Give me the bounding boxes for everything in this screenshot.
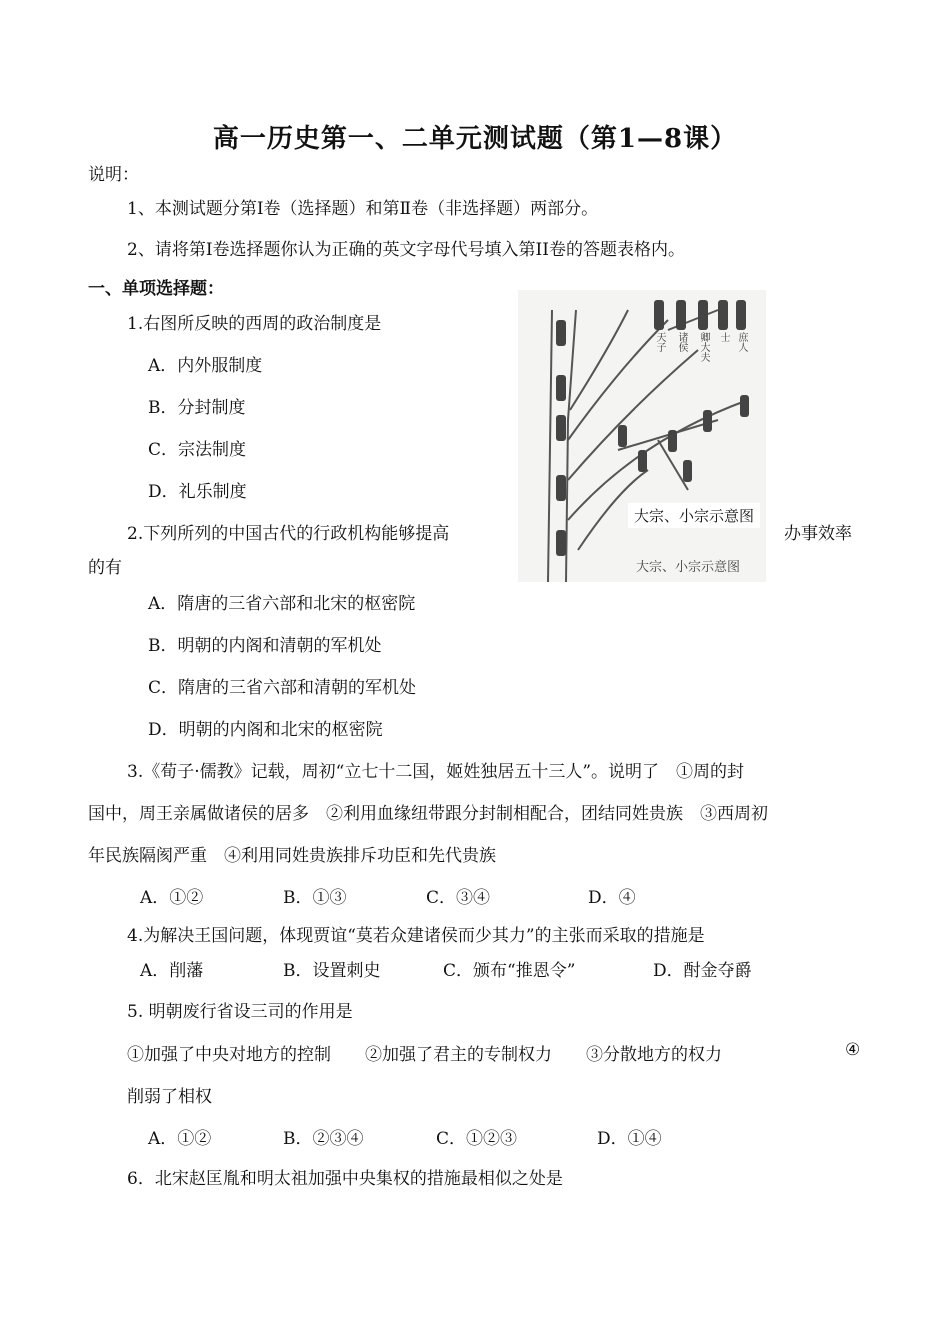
q4-option-b: B．设置刺史	[283, 961, 381, 981]
q5-stem: 5. 明朝废行省设三司的作用是	[127, 1002, 353, 1022]
page-title: 高一历史第一、二单元测试题（第1—8课）	[212, 124, 738, 154]
q2-option-b: B．明朝的内阁和清朝的军机处	[148, 636, 382, 656]
rank-label-shuren: 庶人	[736, 332, 747, 352]
intro-item-2: 2、请将第Ⅰ卷选择题你认为正确的英文字母代号填入第II卷的答题表格内。	[127, 240, 685, 260]
q2-stem-part3: 的有	[88, 558, 122, 578]
rank-label-qingdafu: 卿大夫	[698, 332, 709, 362]
intro-item-1: 1、本测试题分第Ⅰ卷（选择题）和第Ⅱ卷（非选择题）两部分。	[127, 199, 599, 219]
q2-option-a: A．隋唐的三省六部和北宋的枢密院	[148, 594, 416, 614]
rank-label-zhuhou: 诸侯	[676, 332, 687, 352]
q3-option-c: C．③④	[426, 888, 491, 908]
q5-statements-line-2: 削弱了相权	[127, 1087, 212, 1107]
q3-line-1: 3.《荀子·儒教》记载，周初“立七十二国，姬姓独居五十三人”。说明了 ①周的封	[127, 762, 745, 782]
q5-option-b: B．②③④	[283, 1129, 364, 1149]
q2-stem-part2: 办事效率	[784, 524, 852, 544]
q4-option-d: D．酎金夺爵	[653, 961, 752, 981]
intro-label: 说明：	[88, 165, 139, 185]
q1-stem: 1.右图所反映的西周的政治制度是	[127, 314, 382, 334]
q3-line-2: 国中，周王亲属做诸侯的居多 ②利用血缘纽带跟分封制相配合，团结同姓贵族 ③西周初	[88, 804, 768, 824]
q3-line-3: 年民族隔阂严重 ④利用同姓贵族排斥功臣和先代贵族	[88, 846, 496, 866]
q4-stem: 4.为解决王国问题，体现贾谊“莫若众建诸侯而少其力”的主张而采取的措施是	[127, 926, 705, 946]
q1-option-b: B．分封制度	[148, 398, 246, 418]
q2-option-d: D．明朝的内阁和北宋的枢密院	[148, 720, 383, 740]
q1-option-a: A．内外服制度	[148, 356, 263, 376]
q1-option-c: C．宗法制度	[148, 440, 247, 460]
q5-statements-line-1-end: ④	[845, 1040, 861, 1060]
q4-option-c: C．颁布“推恩令”	[443, 961, 576, 981]
figure-caption-faded: 大宗、小宗示意图	[636, 560, 741, 575]
q6-stem: 6．北宋赵匡胤和明太祖加强中央集权的措施最相似之处是	[127, 1169, 563, 1189]
section-heading: 一、单项选择题：	[88, 279, 224, 299]
q5-option-a: A．①②	[148, 1129, 212, 1149]
q5-option-c: C．①②③	[436, 1129, 518, 1149]
figure-caption: 大宗、小宗示意图	[628, 503, 760, 528]
rank-label-shi: 士	[718, 332, 729, 342]
q1-option-d: D．礼乐制度	[148, 482, 247, 502]
q3-option-b: B．①③	[283, 888, 347, 908]
q5-option-d: D．①④	[597, 1129, 662, 1149]
q4-option-a: A．削藩	[140, 961, 204, 981]
q3-option-d: D．④	[588, 888, 636, 908]
q5-statements-line-1: ①加强了中央对地方的控制 ②加强了君主的专制权力 ③分散地方的权力	[127, 1045, 722, 1065]
q2-option-c: C．隋唐的三省六部和清朝的军机处	[148, 678, 417, 698]
q2-stem-part1: 2.下列所列的中国古代的行政机构能够提高	[127, 524, 450, 544]
rank-label-tianzi: 天子	[654, 332, 665, 352]
q3-option-a: A．①②	[140, 888, 204, 908]
